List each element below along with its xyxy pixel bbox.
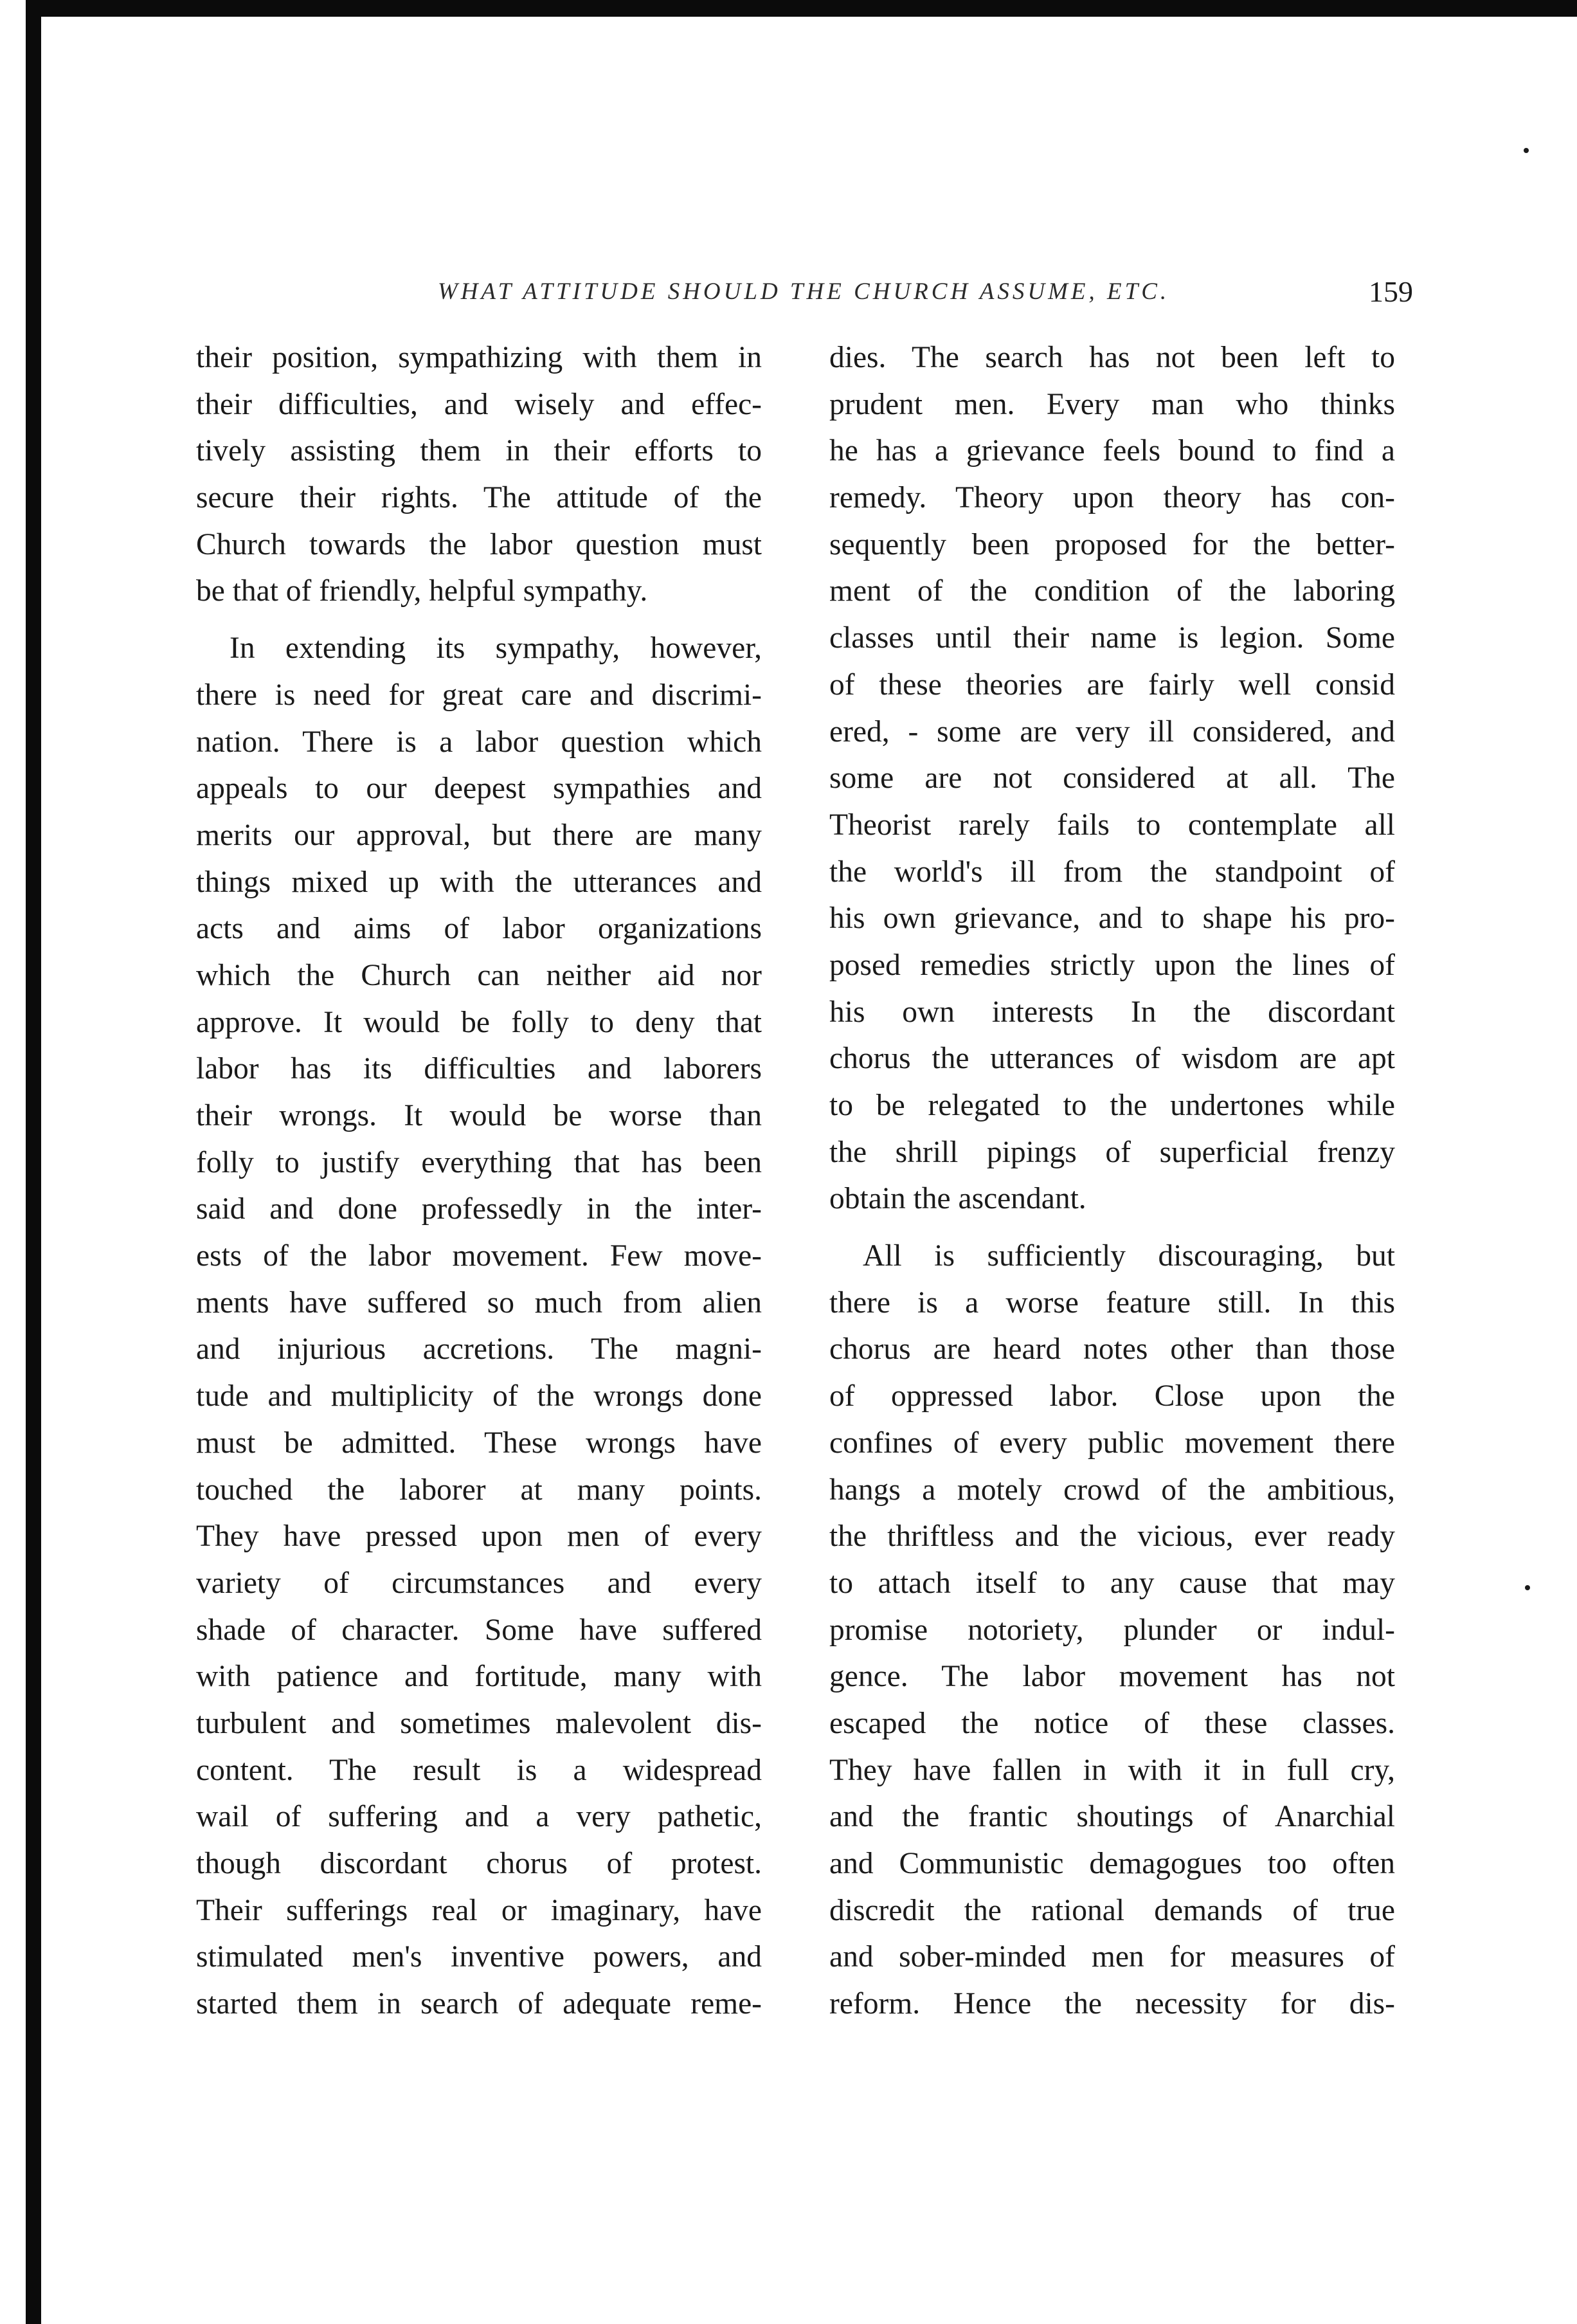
text-line: approve. It would be folly to deny that [196, 1005, 762, 1039]
text-line: wail of suffering and a very pathetic, [196, 1800, 762, 1834]
text-line: Theorist rarely fails to contemplate all [829, 808, 1395, 842]
running-header: WHAT ATTITUDE SHOULD THE CHURCH ASSUME, ETC. [437, 278, 1170, 305]
text-line: gence. The labor movement has not [829, 1660, 1395, 1694]
text-line: his own interests In the discordant [829, 995, 1395, 1029]
text-line: and injurious accretions. The magni- [196, 1332, 762, 1366]
scan-border-top [26, 0, 1577, 17]
scan-speck [1525, 1585, 1530, 1590]
text-line: must be admitted. These wrongs have [196, 1426, 762, 1460]
text-line: touched the laborer at many points. [196, 1473, 762, 1507]
text-line: discredit the rational demands of true [829, 1893, 1395, 1927]
text-line: reform. Hence the necessity for dis- [829, 1987, 1395, 2021]
text-line: be that of friendly, helpful sympathy. [196, 574, 648, 608]
text-line: In extending its sympathy, however, [230, 631, 762, 666]
paragraph [196, 334, 762, 615]
text-line: sequently been proposed for the better- [829, 527, 1395, 561]
page-number: 159 [1369, 275, 1413, 308]
scan-speck [1524, 148, 1529, 153]
text-line: though discordant chorus of protest. [196, 1847, 762, 1880]
text-line: to be relegated to the undertones while [829, 1089, 1395, 1122]
text-line: chorus are heard notes other than those [829, 1332, 1395, 1366]
text-line: chorus the utterances of wisdom are apt [829, 1042, 1395, 1076]
paragraph [829, 1233, 1395, 2028]
text-line: with patience and fortitude, many with [196, 1660, 762, 1694]
text-line: variety of circumstances and every [196, 1566, 762, 1600]
text-line: posed remedies strictly upon the lines of [829, 948, 1395, 982]
text-line: he has a grievance feels bound to find a [829, 434, 1395, 468]
scan-border-left [26, 0, 41, 2324]
text-line: content. The result is a widespread [196, 1753, 762, 1787]
text-line: to attach itself to any cause that may [829, 1566, 1395, 1600]
text-line: and sober-minded men for measures of [829, 1940, 1395, 1974]
text-line: labor has its difficulties and laborers [196, 1052, 762, 1086]
text-line: appeals to our deepest sympathies and [196, 772, 762, 806]
text-line: obtain the ascendant. [829, 1182, 1086, 1216]
text-line: All is sufficiently discouraging, but [863, 1239, 1395, 1273]
text-line: acts and aims of labor organizations [196, 912, 762, 946]
text-line: things mixed up with the utterances and [196, 865, 762, 899]
text-line: ests of the labor movement. Few move- [196, 1239, 762, 1273]
paragraph [829, 334, 1395, 1222]
text-line: and Communistic demagogues too often [829, 1847, 1395, 1880]
text-line: prudent men. Every man who thinks [829, 387, 1395, 421]
text-line: secure their rights. The attitude of the [196, 481, 762, 515]
text-line: ments have suffered so much from alien [196, 1285, 762, 1320]
text-line: their position, sympathizing with them in [196, 341, 762, 374]
text-line: tude and multiplicity of the wrongs done [196, 1379, 762, 1413]
text-line: They have pressed upon men of every [196, 1520, 762, 1554]
text-line: the world's ill from the standpoint of [829, 855, 1395, 889]
text-line: the thriftless and the vicious, ever ready [829, 1520, 1395, 1554]
text-line: stimulated men's inventive powers, and [196, 1940, 762, 1974]
text-line: shade of character. Some have suffered [196, 1613, 762, 1647]
text-line: which the Church can neither aid nor [196, 958, 762, 992]
text-line: Church towards the labor question must [196, 527, 762, 561]
text-line: merits our approval, but there are many [196, 818, 762, 852]
text-line: escaped the notice of these classes. [829, 1706, 1395, 1740]
text-line: his own grievance, and to shape his pro- [829, 902, 1395, 936]
text-line: of oppressed labor. Close upon the [829, 1379, 1395, 1413]
paragraph [196, 625, 762, 2028]
text-line: and the frantic shoutings of Anarchial [829, 1800, 1395, 1834]
text-line: their wrongs. It would be worse than [196, 1099, 762, 1132]
text-line: remedy. Theory upon theory has con- [829, 481, 1395, 515]
text-line: confines of every public movement there [829, 1426, 1395, 1460]
text-line: promise notoriety, plunder or indul- [829, 1613, 1395, 1647]
text-line: their difficulties, and wisely and effec- [196, 387, 762, 421]
text-line: tively assisting them in their efforts to [196, 434, 762, 468]
text-line: ered, - some are very ill considered, and [829, 714, 1395, 749]
text-line: nation. There is a labor question which [196, 725, 762, 759]
text-line: some are not considered at all. The [829, 761, 1395, 795]
text-line: Their sufferings real or imaginary, have [196, 1893, 762, 1927]
text-line: ment of the condition of the laboring [829, 574, 1395, 608]
text-line: there is a worse feature still. In this [829, 1285, 1395, 1320]
text-line: classes until their name is legion. Some [829, 621, 1395, 655]
text-line: folly to justify everything that has been [196, 1145, 762, 1179]
text-line: dies. The search has not been left to [829, 341, 1395, 374]
text-line: hangs a motely crowd of the ambitious, [829, 1473, 1395, 1507]
text-line: said and done professedly in the inter- [196, 1192, 762, 1226]
text-line: the shrill pipings of superficial frenzy [829, 1135, 1395, 1169]
text-line: there is need for great care and discrimi- [196, 678, 762, 712]
text-line: turbulent and sometimes malevolent dis- [196, 1706, 762, 1740]
text-line: They have fallen in with it in full cry, [829, 1753, 1395, 1787]
text-line: started them in search of adequate reme- [196, 1987, 762, 2021]
right-column [829, 334, 1395, 2028]
text-line: of these theories are fairly well consid [829, 667, 1395, 702]
left-column [196, 334, 762, 2028]
